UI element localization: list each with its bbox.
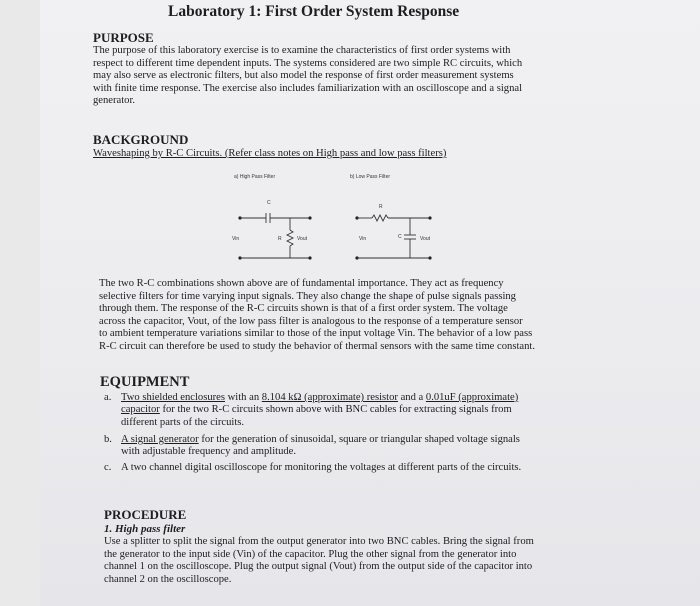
purpose-line: The purpose of this laboratory exercise is to examine the characteristics of first order systems with	[93, 45, 511, 56]
equipment-capacitor: 0.01uF (approximate)	[425, 392, 519, 403]
purpose-line: may also serve as electronic filters, but also model the response of first order measurement systems	[93, 70, 514, 82]
equipment-text: A two channel digital oscilloscope for monitoring the voltages at different parts of the circuits.	[121, 462, 522, 473]
procedure-line: channel 1 on the oscilloscope. Plug the output signal (Vout) from the output side of the capacitor into	[104, 561, 533, 573]
equipment-item-b	[104, 434, 613, 459]
list-marker: c.	[104, 462, 112, 473]
equipment-capacitor-word: capacitor	[121, 404, 160, 416]
lp-cap-label: C	[398, 234, 402, 240]
equipment-text: with an	[225, 392, 262, 403]
equipment-text: and a	[397, 392, 426, 403]
equipment-text: for the generation of sinusoidal, square or triangular shaped voltage signals	[198, 434, 520, 445]
lp-vout-label: Vout	[420, 236, 431, 242]
page-title: Laboratory 1: First Order System Response	[168, 3, 460, 20]
background-heading: BACKGROUND	[93, 132, 189, 147]
lp-resistor	[372, 215, 388, 221]
purpose-line: with finite time response. The exercise also includes familiarization with an oscilloscope and a signal	[93, 82, 523, 94]
equipment-item-a	[104, 392, 613, 429]
equipment-signal-generator: A signal generator	[121, 434, 199, 445]
background-line: through them. The response of the R-C circuits shown is that of a first order system. The voltage	[99, 303, 508, 315]
hp-vout-label: Vout	[297, 236, 308, 242]
hp-res-label: R	[278, 236, 282, 242]
equipment-enclosures: Two shielded enclosures	[121, 392, 225, 403]
low-pass-title: b) Low Pass Filter	[350, 174, 391, 180]
hp-resistor	[287, 230, 293, 246]
purpose-paragraph	[93, 45, 611, 108]
procedure-line: Use a splitter to split the signal from the output generator into two BNC cables. Bring the signal from	[104, 536, 534, 547]
lp-res-label: R	[379, 204, 383, 210]
list-marker: b.	[104, 434, 112, 445]
background-subheading: Waveshaping by R-C Circuits. (Refer class notes on High pass and low pass filters)	[93, 148, 447, 159]
equipment-heading: EQUIPMENT	[100, 374, 190, 390]
equipment-text: with adjustable frequency and amplitude.	[121, 446, 297, 458]
background-line: across the capacitor, Vout, of the low pass filter is analogous to the response of a temperature sensor	[99, 315, 523, 327]
purpose-heading: PURPOSE	[93, 30, 154, 45]
background-line: The two R-C combinations shown above are of fundamental importance. They act as frequency	[99, 278, 504, 289]
equipment-resistor: 8.104 kΩ (approximate) resistor	[261, 392, 398, 403]
background-paragraph	[99, 278, 609, 354]
purpose-line: generator.	[93, 95, 136, 107]
background-line: R-C circuit can therefore be used to study the behavior of thermal sensors with the same time constant.	[99, 340, 535, 352]
procedure-line: channel 2 on the oscilloscope.	[104, 573, 232, 585]
background-line: selective filters for time varying input signals. They also change the shape of pulse signals passing	[99, 290, 516, 302]
lp-vin-label: Vin	[359, 236, 367, 242]
hp-cap-label: C	[267, 200, 271, 206]
equipment-text: for the two R-C circuits shown above with BNC cables for extracting signals from	[159, 404, 512, 416]
hp-vin-label: Vin	[232, 236, 240, 242]
procedure-line: the generator to the input side (Vin) of the capacitor. Plug the other signal from the generator into	[104, 548, 517, 560]
rc-circuit-diagram	[220, 170, 470, 270]
purpose-line: respect to different time dependent inputs. The systems considered are two simple RC circuits, which	[93, 57, 523, 69]
list-marker: a.	[104, 392, 112, 403]
procedure-heading: PROCEDURE	[104, 507, 187, 522]
equipment-item-c	[104, 462, 613, 474]
equipment-text: different parts of the circuits.	[121, 416, 245, 428]
high-pass-title: a) High Pass Filter	[234, 174, 276, 180]
procedure-subheading: 1. High pass filter	[104, 523, 186, 535]
procedure-paragraph	[104, 536, 608, 586]
background-line: to ambient temperature variations similar to those of the input voltage Vin. The behavior of a low pass	[99, 328, 533, 340]
